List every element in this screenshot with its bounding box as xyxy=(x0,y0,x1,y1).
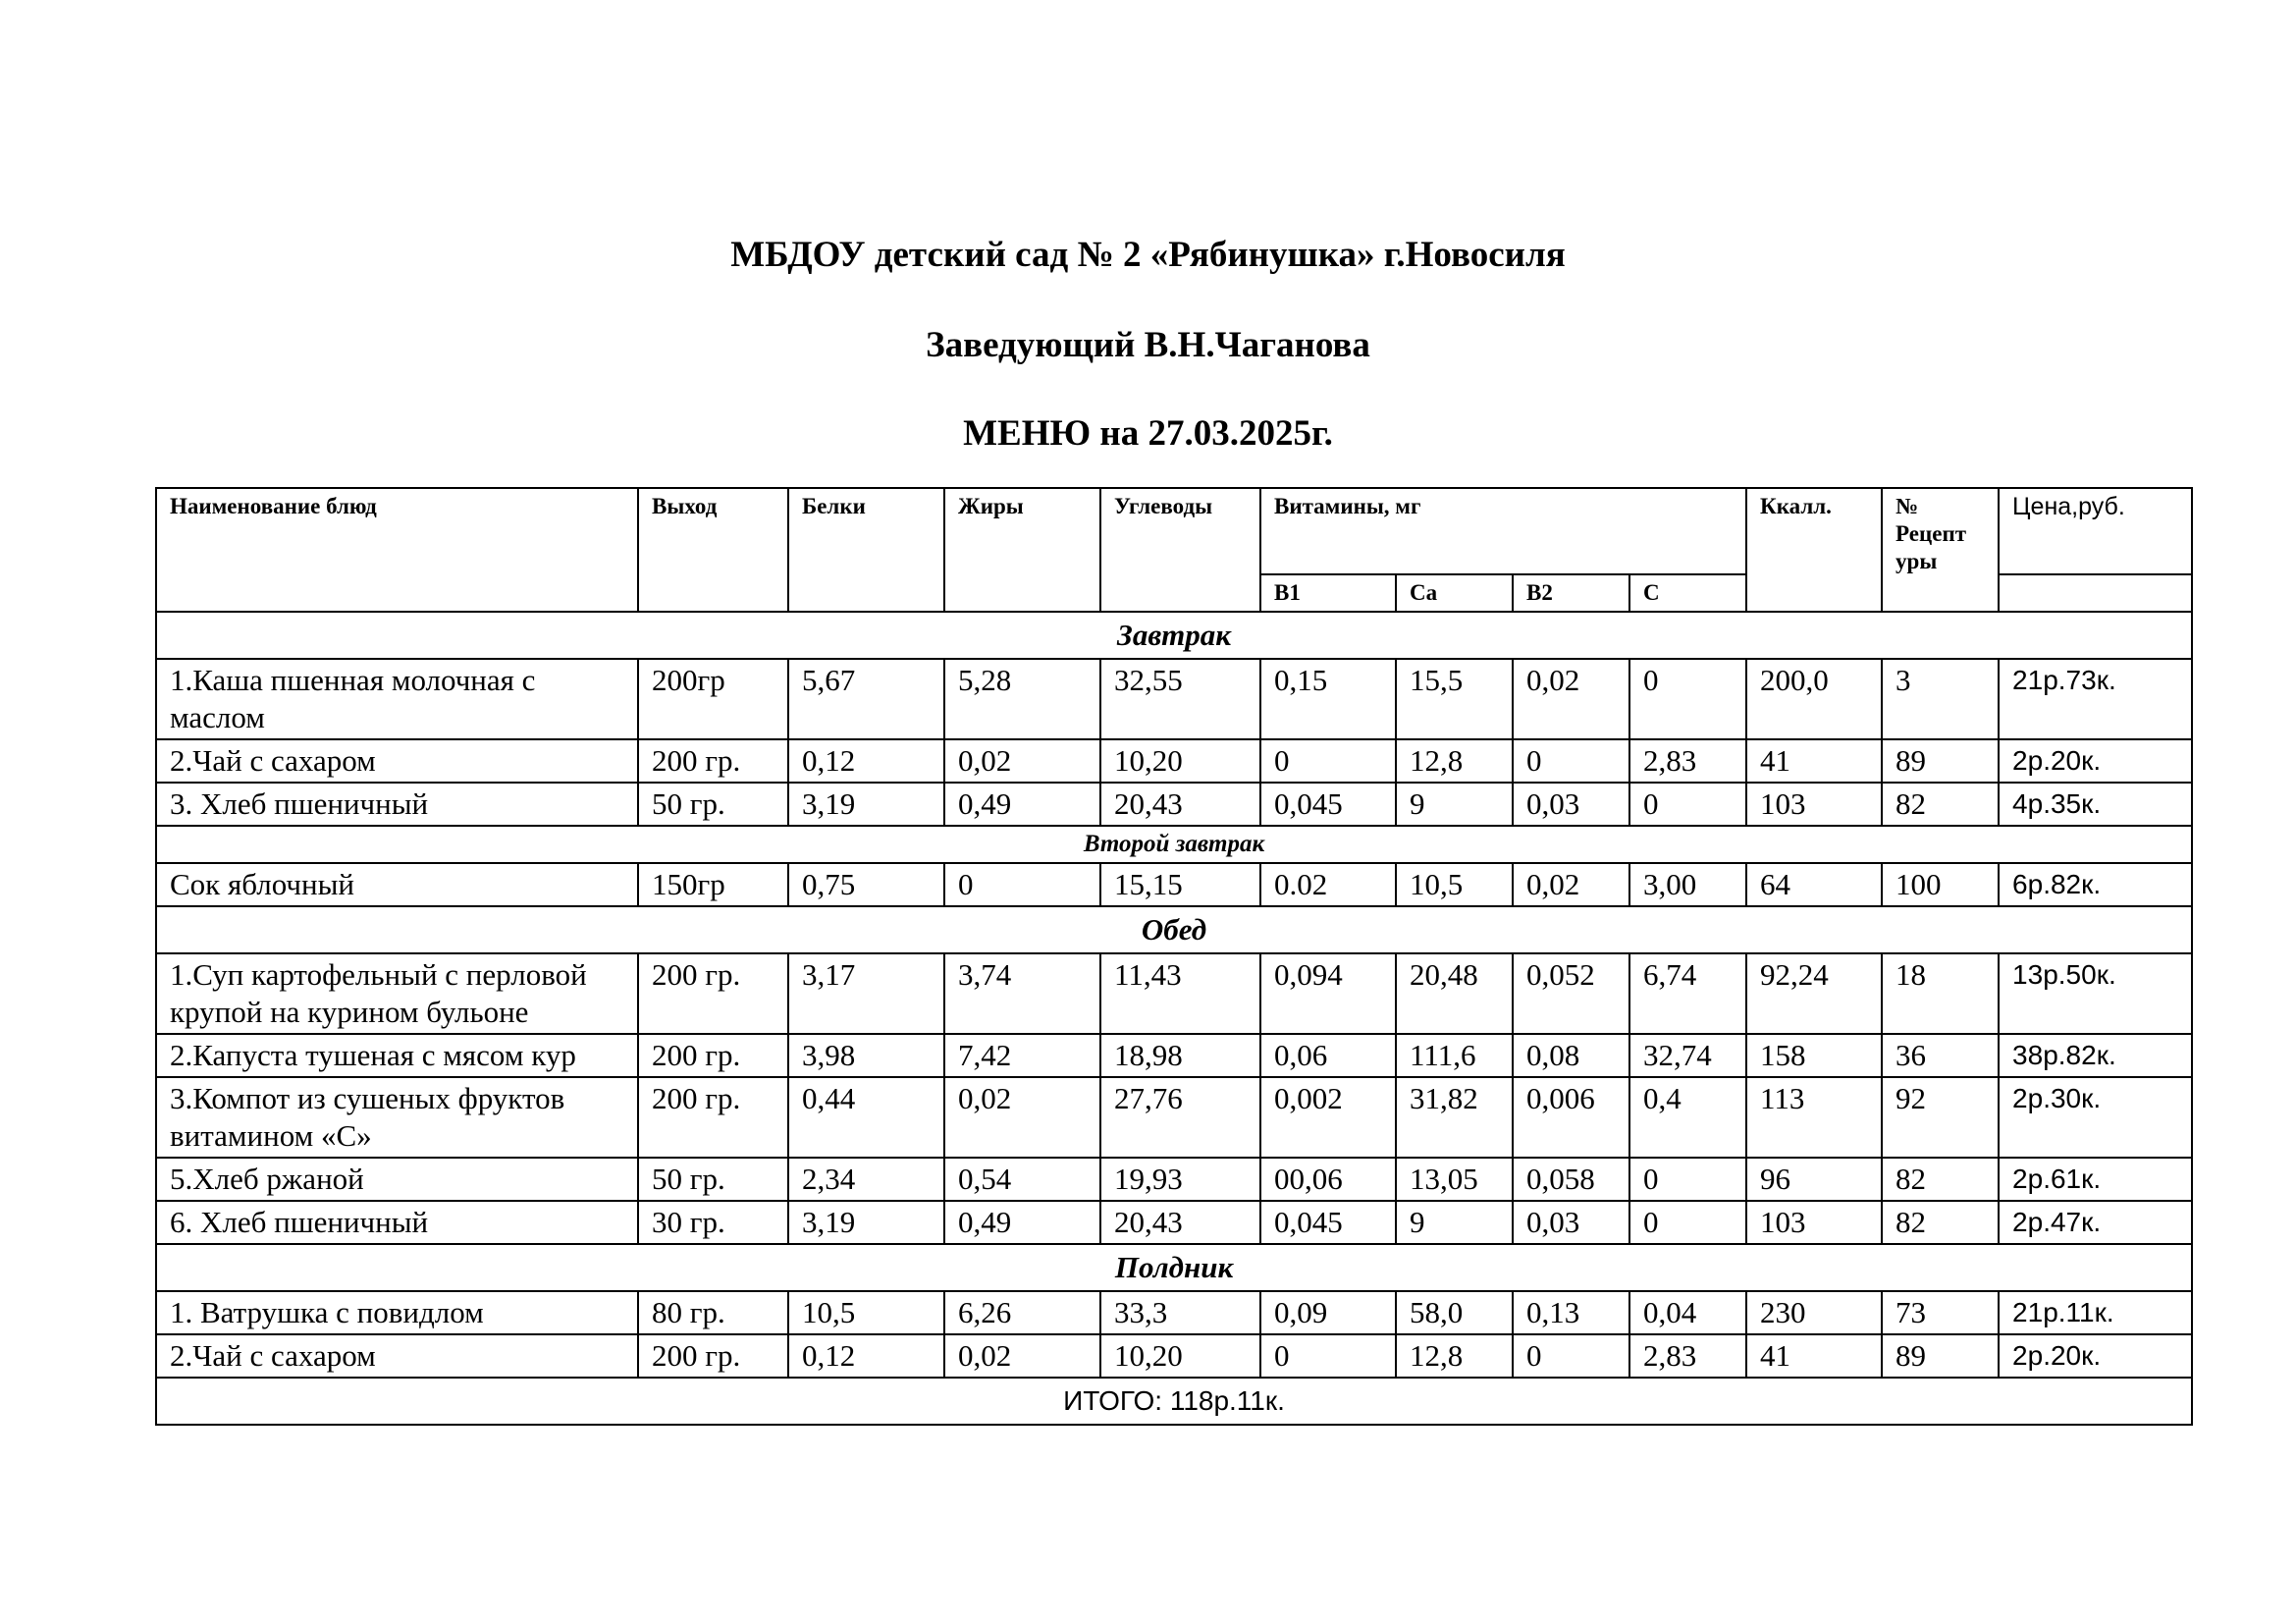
cell-b2: 0,03 xyxy=(1513,783,1629,826)
cell-b2: 0 xyxy=(1513,1334,1629,1378)
cell-name: 1.Каша пшенная молочная с маслом xyxy=(156,659,638,739)
cell-proteins: 5,67 xyxy=(788,659,944,739)
cell-name: 2.Чай с сахаром xyxy=(156,739,638,783)
section-row xyxy=(156,1244,2192,1291)
cell-b2: 0,052 xyxy=(1513,953,1629,1034)
cell-carbs: 20,43 xyxy=(1100,1201,1260,1244)
cell-price: 6р.82к. xyxy=(1999,863,2192,906)
cell-kcal: 92,24 xyxy=(1746,953,1882,1034)
table-row xyxy=(156,1034,2192,1077)
cell-b2: 0,02 xyxy=(1513,659,1629,739)
table-row xyxy=(156,1158,2192,1201)
header-kcal: Ккалл. xyxy=(1746,488,1882,612)
cell-proteins: 3,17 xyxy=(788,953,944,1034)
cell-ca: 12,8 xyxy=(1396,739,1513,783)
cell-b1: 0,045 xyxy=(1260,783,1396,826)
header-carbs: Углеводы xyxy=(1100,488,1260,612)
cell-recipe: 82 xyxy=(1882,1201,1999,1244)
cell-carbs: 33,3 xyxy=(1100,1291,1260,1334)
cell-b2: 0,058 xyxy=(1513,1158,1629,1201)
menu-title: МЕНЮ на 27.03.2025г. xyxy=(963,413,1333,454)
cell-name: 1.Суп картофельный с перловой крупой на курином бульоне xyxy=(156,953,638,1034)
cell-output: 150гр xyxy=(638,863,788,906)
cell-proteins: 0,12 xyxy=(788,1334,944,1378)
cell-b1: 0,045 xyxy=(1260,1201,1396,1244)
cell-name: 2.Чай с сахаром xyxy=(156,1334,638,1378)
cell-b2: 0,13 xyxy=(1513,1291,1629,1334)
cell-ca: 15,5 xyxy=(1396,659,1513,739)
cell-output: 200 гр. xyxy=(638,1077,788,1158)
cell-recipe: 82 xyxy=(1882,1158,1999,1201)
cell-name: 2.Капуста тушеная с мясом кур xyxy=(156,1034,638,1077)
cell-ca: 31,82 xyxy=(1396,1077,1513,1158)
table-row xyxy=(156,1201,2192,1244)
cell-fats: 7,42 xyxy=(944,1034,1100,1077)
cell-carbs: 19,93 xyxy=(1100,1158,1260,1201)
cell-b1: 0.02 xyxy=(1260,863,1396,906)
cell-proteins: 3,19 xyxy=(788,783,944,826)
cell-ca: 20,48 xyxy=(1396,953,1513,1034)
cell-fats: 0,49 xyxy=(944,1201,1100,1244)
cell-b2: 0,02 xyxy=(1513,863,1629,906)
cell-ca: 10,5 xyxy=(1396,863,1513,906)
cell-kcal: 158 xyxy=(1746,1034,1882,1077)
cell-price: 2р.20к. xyxy=(1999,1334,2192,1378)
cell-fats: 0,49 xyxy=(944,783,1100,826)
cell-recipe: 89 xyxy=(1882,739,1999,783)
section-row xyxy=(156,826,2192,863)
cell-proteins: 10,5 xyxy=(788,1291,944,1334)
cell-recipe: 82 xyxy=(1882,783,1999,826)
cell-recipe: 92 xyxy=(1882,1077,1999,1158)
section-row xyxy=(156,612,2192,659)
total-value: ИТОГО: 118р.11к. xyxy=(156,1378,2192,1425)
cell-b1: 0 xyxy=(1260,739,1396,783)
cell-name: 5.Хлеб ржаной xyxy=(156,1158,638,1201)
table-row xyxy=(156,659,2192,739)
cell-fats: 0,02 xyxy=(944,739,1100,783)
cell-b2: 0,08 xyxy=(1513,1034,1629,1077)
cell-ca: 9 xyxy=(1396,1201,1513,1244)
cell-fats: 5,28 xyxy=(944,659,1100,739)
cell-c: 0 xyxy=(1629,783,1746,826)
cell-recipe: 3 xyxy=(1882,659,1999,739)
cell-ca: 13,05 xyxy=(1396,1158,1513,1201)
cell-c: 6,74 xyxy=(1629,953,1746,1034)
cell-b1: 0,06 xyxy=(1260,1034,1396,1077)
cell-kcal: 41 xyxy=(1746,739,1882,783)
cell-name: Сок яблочный xyxy=(156,863,638,906)
table-row xyxy=(156,1291,2192,1334)
header-b1: B1 xyxy=(1260,574,1396,612)
cell-carbs: 11,43 xyxy=(1100,953,1260,1034)
cell-kcal: 41 xyxy=(1746,1334,1882,1378)
cell-output: 200гр xyxy=(638,659,788,739)
cell-price: 21р.73к. xyxy=(1999,659,2192,739)
cell-recipe: 73 xyxy=(1882,1291,1999,1334)
section-title: Второй завтрак xyxy=(156,826,2192,863)
cell-output: 30 гр. xyxy=(638,1201,788,1244)
cell-proteins: 0,75 xyxy=(788,863,944,906)
section-title: Полдник xyxy=(156,1244,2192,1291)
menu-table xyxy=(155,487,2193,1426)
cell-c: 32,74 xyxy=(1629,1034,1746,1077)
cell-recipe: 18 xyxy=(1882,953,1999,1034)
table-row xyxy=(156,953,2192,1034)
cell-output: 200 гр. xyxy=(638,953,788,1034)
cell-carbs: 15,15 xyxy=(1100,863,1260,906)
table-row xyxy=(156,739,2192,783)
header-output: Выход xyxy=(638,488,788,612)
cell-kcal: 103 xyxy=(1746,783,1882,826)
cell-output: 80 гр. xyxy=(638,1291,788,1334)
cell-price: 2р.47к. xyxy=(1999,1201,2192,1244)
cell-proteins: 3,19 xyxy=(788,1201,944,1244)
header-price: Цена,руб. xyxy=(1999,488,2192,574)
cell-name: 3. Хлеб пшеничный xyxy=(156,783,638,826)
header-vitamins: Витамины, мг xyxy=(1260,488,1746,574)
cell-ca: 111,6 xyxy=(1396,1034,1513,1077)
total-row xyxy=(156,1378,2192,1425)
section-title: Завтрак xyxy=(156,612,2192,659)
cell-b1: 0,002 xyxy=(1260,1077,1396,1158)
cell-b1: 0 xyxy=(1260,1334,1396,1378)
header-fats: Жиры xyxy=(944,488,1100,612)
cell-name: 6. Хлеб пшеничный xyxy=(156,1201,638,1244)
cell-fats: 0,54 xyxy=(944,1158,1100,1201)
cell-fats: 0 xyxy=(944,863,1100,906)
cell-carbs: 10,20 xyxy=(1100,739,1260,783)
header-c: C xyxy=(1629,574,1746,612)
director-line: Заведующий В.Н.Чаганова xyxy=(926,325,1370,365)
table-row xyxy=(156,1077,2192,1158)
cell-ca: 9 xyxy=(1396,783,1513,826)
cell-fats: 3,74 xyxy=(944,953,1100,1034)
cell-output: 50 гр. xyxy=(638,783,788,826)
table-row xyxy=(156,863,2192,906)
cell-b2: 0,03 xyxy=(1513,1201,1629,1244)
header-price-blank xyxy=(1999,574,2192,612)
cell-c: 0 xyxy=(1629,1201,1746,1244)
cell-kcal: 113 xyxy=(1746,1077,1882,1158)
cell-c: 0,4 xyxy=(1629,1077,1746,1158)
cell-b2: 0 xyxy=(1513,739,1629,783)
cell-c: 0 xyxy=(1629,1158,1746,1201)
cell-price: 4р.35к. xyxy=(1999,783,2192,826)
header-proteins: Белки xyxy=(788,488,944,612)
cell-b1: 0,09 xyxy=(1260,1291,1396,1334)
cell-c: 3,00 xyxy=(1629,863,1746,906)
cell-price: 21р.11к. xyxy=(1999,1291,2192,1334)
cell-proteins: 0,44 xyxy=(788,1077,944,1158)
cell-ca: 12,8 xyxy=(1396,1334,1513,1378)
header-recipe: № Рецепт уры xyxy=(1882,488,1999,612)
cell-proteins: 2,34 xyxy=(788,1158,944,1201)
cell-b1: 00,06 xyxy=(1260,1158,1396,1201)
cell-ca: 58,0 xyxy=(1396,1291,1513,1334)
cell-output: 200 гр. xyxy=(638,1034,788,1077)
cell-c: 2,83 xyxy=(1629,1334,1746,1378)
cell-kcal: 96 xyxy=(1746,1158,1882,1201)
table-row xyxy=(156,1334,2192,1378)
institution-title: МБДОУ детский сад № 2 «Рябинушка» г.Новосиля xyxy=(730,235,1566,275)
cell-recipe: 36 xyxy=(1882,1034,1999,1077)
cell-price: 2р.20к. xyxy=(1999,739,2192,783)
cell-carbs: 18,98 xyxy=(1100,1034,1260,1077)
cell-kcal: 230 xyxy=(1746,1291,1882,1334)
header-name: Наименование блюд xyxy=(156,488,638,612)
cell-recipe: 100 xyxy=(1882,863,1999,906)
cell-price: 38р.82к. xyxy=(1999,1034,2192,1077)
header-b2: B2 xyxy=(1513,574,1629,612)
cell-kcal: 200,0 xyxy=(1746,659,1882,739)
cell-carbs: 32,55 xyxy=(1100,659,1260,739)
cell-output: 200 гр. xyxy=(638,1334,788,1378)
header-ca: Ca xyxy=(1396,574,1513,612)
cell-price: 13р.50к. xyxy=(1999,953,2192,1034)
cell-c: 0 xyxy=(1629,659,1746,739)
section-row xyxy=(156,906,2192,953)
table-row xyxy=(156,783,2192,826)
cell-output: 50 гр. xyxy=(638,1158,788,1201)
cell-carbs: 20,43 xyxy=(1100,783,1260,826)
cell-fats: 0,02 xyxy=(944,1077,1100,1158)
cell-b2: 0,006 xyxy=(1513,1077,1629,1158)
cell-c: 0,04 xyxy=(1629,1291,1746,1334)
section-title: Обед xyxy=(156,906,2192,953)
cell-fats: 0,02 xyxy=(944,1334,1100,1378)
cell-c: 2,83 xyxy=(1629,739,1746,783)
cell-output: 200 гр. xyxy=(638,739,788,783)
cell-name: 3.Компот из сушеных фруктов витамином «С» xyxy=(156,1077,638,1158)
cell-kcal: 103 xyxy=(1746,1201,1882,1244)
cell-kcal: 64 xyxy=(1746,863,1882,906)
cell-recipe: 89 xyxy=(1882,1334,1999,1378)
cell-carbs: 27,76 xyxy=(1100,1077,1260,1158)
cell-b1: 0,15 xyxy=(1260,659,1396,739)
cell-price: 2р.30к. xyxy=(1999,1077,2192,1158)
cell-name: 1. Ватрушка с повидлом xyxy=(156,1291,638,1334)
cell-proteins: 3,98 xyxy=(788,1034,944,1077)
cell-price: 2р.61к. xyxy=(1999,1158,2192,1201)
cell-b1: 0,094 xyxy=(1260,953,1396,1034)
cell-proteins: 0,12 xyxy=(788,739,944,783)
cell-carbs: 10,20 xyxy=(1100,1334,1260,1378)
cell-fats: 6,26 xyxy=(944,1291,1100,1334)
